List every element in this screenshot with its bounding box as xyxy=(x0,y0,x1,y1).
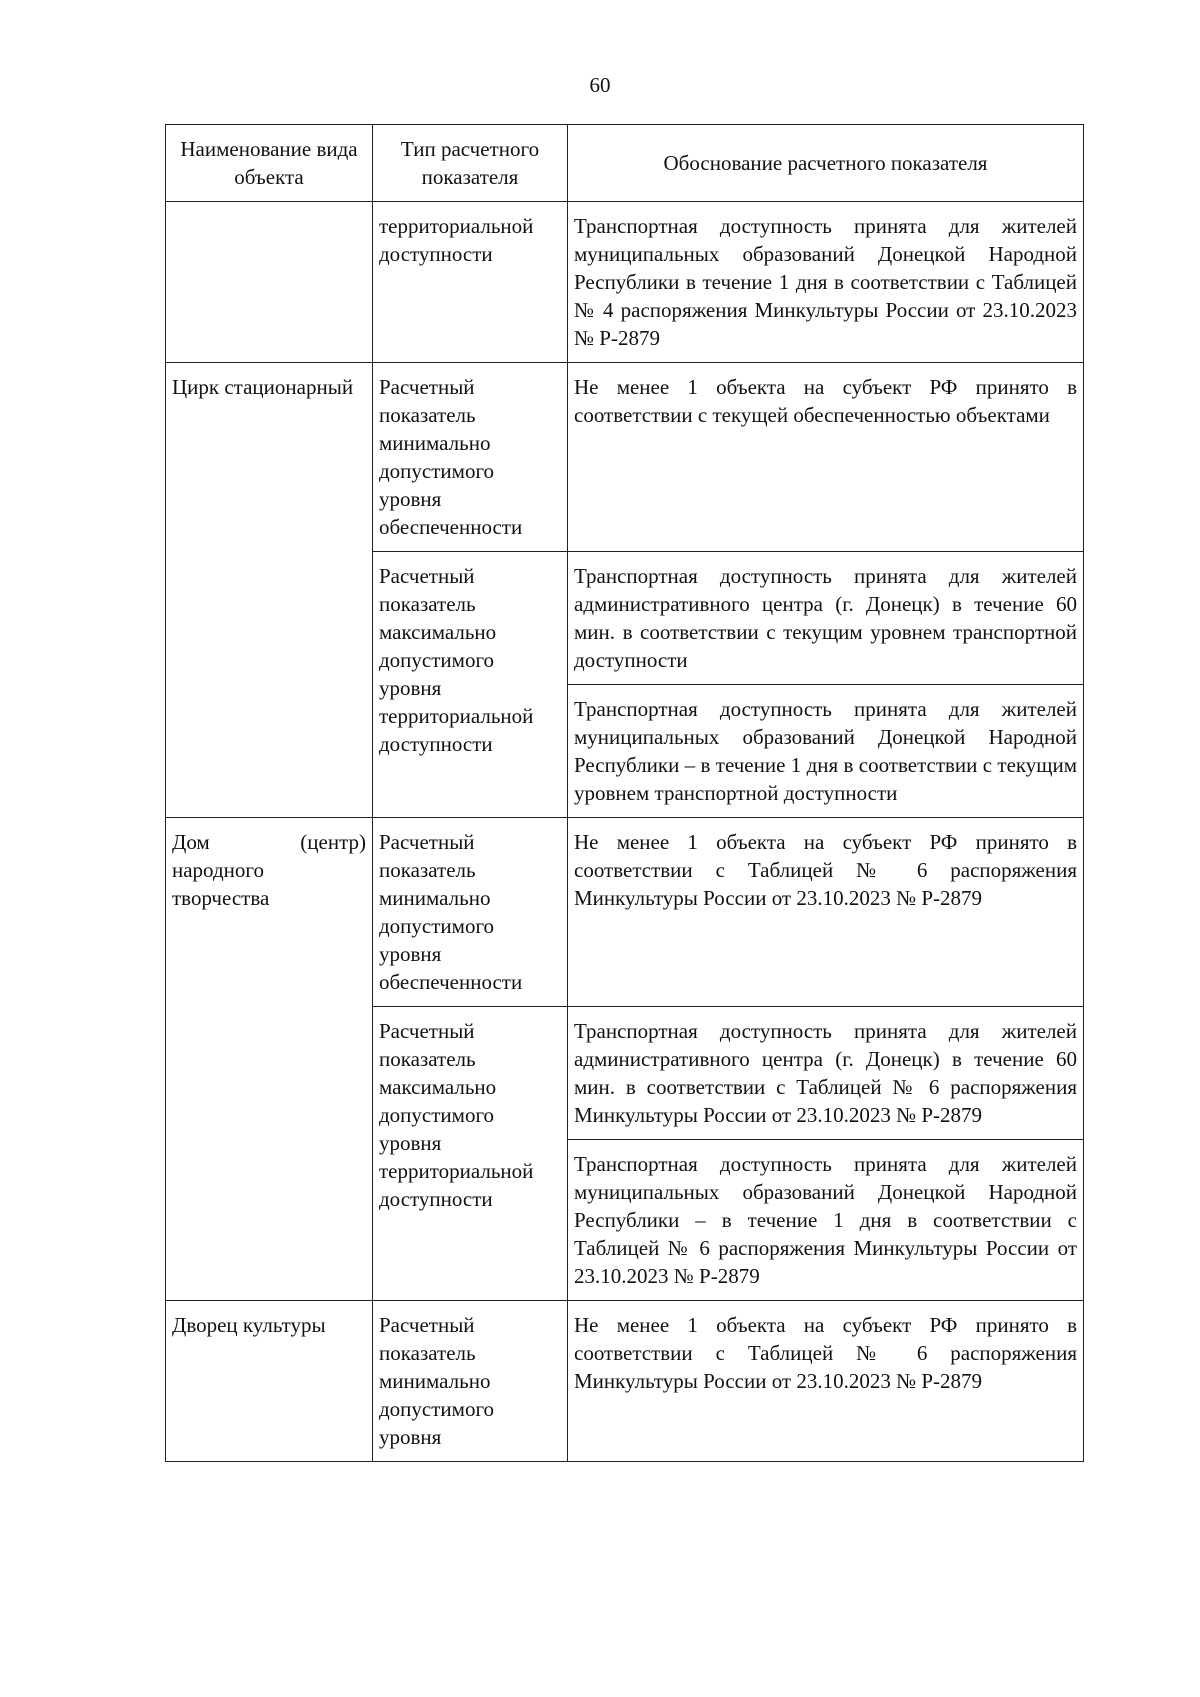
justification-cell: Не менее 1 объекта на субъект РФ принято в соответствии с Таблицей № 6 распоряжения Минкультуры России от 23.10.2023 № Р-2879 xyxy=(568,1301,1084,1462)
indicator-type-cell: Расчетный показатель минимально допустимого уровня обеспеченности xyxy=(373,818,568,1007)
indicator-type-cell: Расчетный показатель максимально допустимого уровня территориальной доступности xyxy=(373,1007,568,1301)
table-header-row xyxy=(166,125,1084,202)
indicator-type-cell: территориальной доступности xyxy=(373,202,568,363)
header-justification: Обоснование расчетного показателя xyxy=(568,125,1084,202)
indicator-type-cell: Расчетный показатель минимально допустимого уровня обеспеченности xyxy=(373,363,568,552)
table-row xyxy=(166,363,1084,552)
indicators-table xyxy=(165,124,1084,1462)
table-row xyxy=(166,1301,1084,1462)
header-indicator-type: Тип расчетного показателя xyxy=(373,125,568,202)
justification-cell: Не менее 1 объекта на субъект РФ принято в соответствии с текущей обеспеченностью объектами xyxy=(568,363,1084,552)
indicator-type-cell: Расчетный показатель максимально допустимого уровня территориальной доступности xyxy=(373,552,568,818)
justification-cell: Не менее 1 объекта на субъект РФ принято в соответствии с Таблицей № 6 распоряжения Минкультуры России от 23.10.2023 № Р-2879 xyxy=(568,818,1084,1007)
table-row xyxy=(166,202,1084,363)
justification-cell: Транспортная доступность принята для жителей административного центра (г. Донецк) в течение 60 мин. в соответствии с текущим уровнем транспортной доступности xyxy=(568,552,1084,685)
justification-cell: Транспортная доступность принята для жителей административного центра (г. Донецк) в течение 60 мин. в соответствии с Таблицей № 6 распоряжения Минкультуры России от 23.10.2023 № Р-2879 xyxy=(568,1007,1084,1140)
object-name-cell: Цирк стационарный xyxy=(166,363,373,818)
indicator-type-cell: Расчетный показатель минимально допустимого уровня xyxy=(373,1301,568,1462)
object-name-cell: Дворец культуры xyxy=(166,1301,373,1462)
justification-cell: Транспортная доступность принята для жителей муниципальных образований Донецкой Народной Республики – в течение 1 дня в соответствии с текущим уровнем транспортной доступности xyxy=(568,685,1084,818)
object-name-cell: Дом (центр) народного творчества xyxy=(166,818,373,1301)
table-row xyxy=(166,818,1084,1007)
justification-cell: Транспортная доступность принята для жителей муниципальных образований Донецкой Народной Республики в течение 1 дня в соответствии с Таблицей № 4 распоряжения Минкультуры России от 23.10.2023 № Р-2879 xyxy=(568,202,1084,363)
justification-cell: Транспортная доступность принята для жителей муниципальных образований Донецкой Народной Республики – в течение 1 дня в соответствии с Таблицей № 6 распоряжения Минкультуры России от 23.10.2023 № Р-2879 xyxy=(568,1140,1084,1301)
page-number: 60 xyxy=(589,73,611,97)
object-name-cell xyxy=(166,202,373,363)
header-object-type: Наименование вида объекта xyxy=(166,125,373,202)
